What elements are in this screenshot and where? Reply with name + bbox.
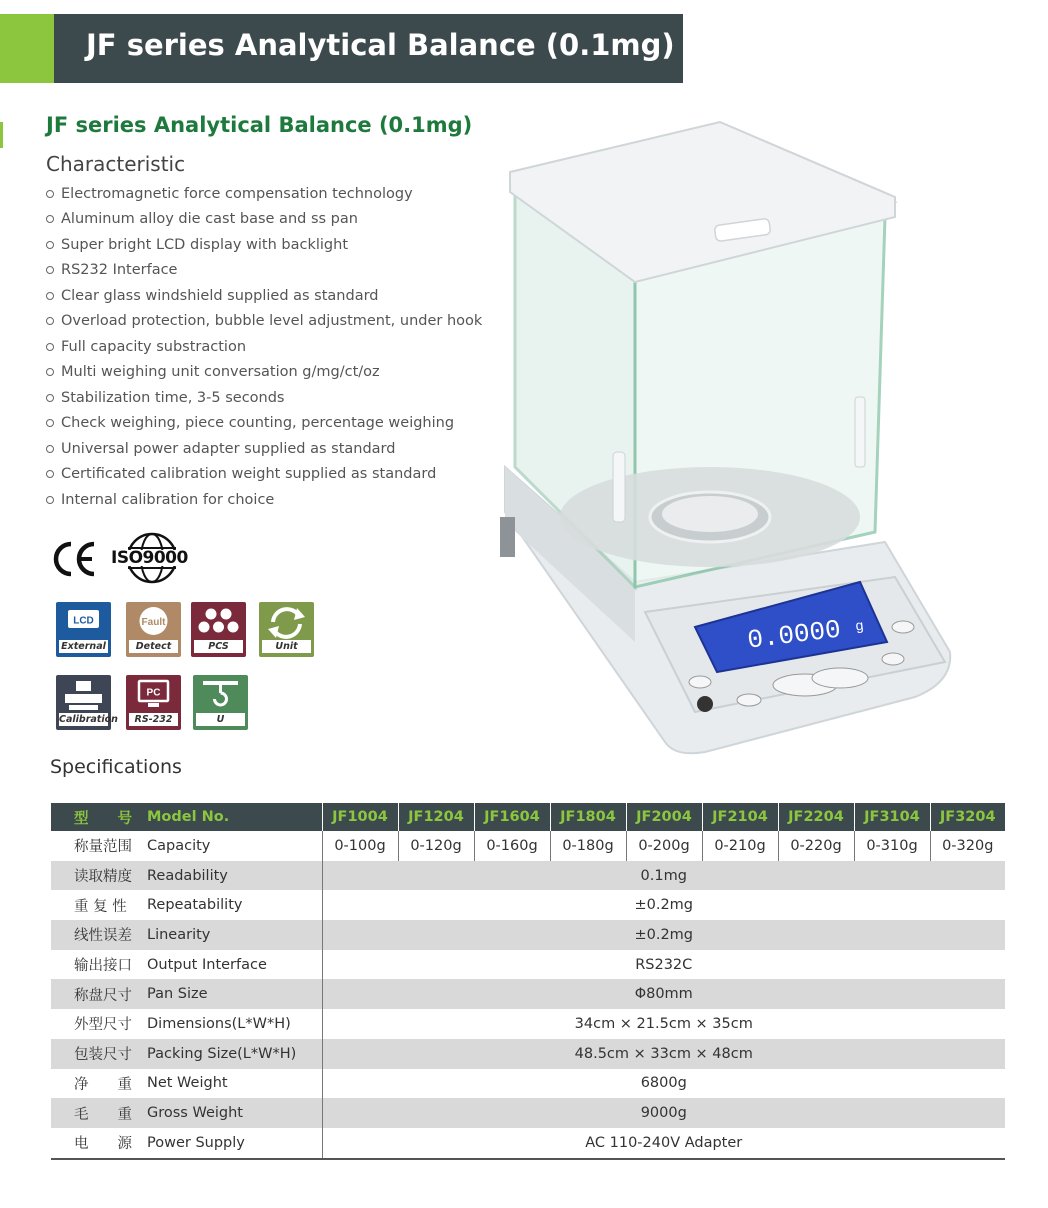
feature-text: Overload protection, bubble level adjustment, under hook: [61, 313, 483, 330]
row-en-label: Net Weight: [147, 1075, 228, 1092]
table-row: [51, 1128, 1005, 1159]
model-header-cell: JF1804: [550, 803, 626, 831]
row-en-label: Capacity: [147, 837, 211, 854]
characteristic-heading: Characteristic: [46, 152, 186, 176]
feature-item: [46, 462, 482, 488]
capacity-cell: 0-310g: [854, 831, 930, 861]
ce-mark-icon: [52, 536, 98, 582]
feature-text: RS232 Interface: [61, 262, 178, 279]
capacity-cell: 0-160g: [474, 831, 550, 861]
calibration-tile: [56, 675, 118, 730]
capacity-cell: 0-320g: [930, 831, 1005, 861]
row-value: 9000g: [322, 1098, 1005, 1128]
feature-text: Check weighing, piece counting, percentage weighing: [61, 415, 455, 432]
feature-text: Internal calibration for choice: [61, 491, 275, 508]
row-en-label: Dimensions(L*W*H): [147, 1015, 291, 1032]
tile-label: U: [196, 713, 245, 726]
table-row: [51, 1039, 1005, 1069]
tile-label: Detect: [129, 640, 178, 653]
circle-bullet-icon: [46, 215, 54, 223]
table-row: [51, 861, 1005, 891]
row-value: ±0.2mg: [322, 920, 1005, 950]
lcd-unit: g: [854, 616, 865, 634]
circle-bullet-icon: [46, 343, 54, 351]
feature-item: [46, 258, 482, 284]
row-en-label: Output Interface: [147, 956, 267, 973]
feature-item: [46, 207, 482, 233]
row-cn-label: 重 复 性: [74, 898, 127, 915]
feature-item: [46, 436, 482, 462]
iso9000-label: ISO9000: [111, 548, 188, 568]
banner-accent: [0, 14, 54, 83]
feature-text: Full capacity substraction: [61, 338, 247, 355]
header-banner: [0, 14, 683, 83]
table-row: [51, 950, 1005, 980]
row-value: Φ80mm: [322, 979, 1005, 1009]
tile-label: RS-232: [129, 713, 178, 726]
feature-item: [46, 181, 482, 207]
specifications-table: [51, 803, 1005, 1160]
table-row: [51, 1009, 1005, 1039]
svg-text:LCD: LCD: [73, 615, 94, 627]
circle-bullet-icon: [46, 190, 54, 198]
svg-text:Fault: Fault: [141, 617, 166, 628]
table-row: [51, 1069, 1005, 1099]
capacity-cell: 0-120g: [398, 831, 474, 861]
row-cn-label: 毛 重: [51, 1098, 141, 1128]
row-value: ±0.2mg: [322, 890, 1005, 920]
circle-bullet-icon: [46, 394, 54, 402]
row-cn-label: 称量范围: [74, 839, 132, 856]
product-title: JF series Analytical Balance (0.1mg): [46, 113, 473, 137]
feature-text: Super bright LCD display with backlight: [61, 236, 349, 253]
feature-text: Stabilization time, 3-5 seconds: [61, 389, 285, 406]
tile-label: External: [59, 640, 108, 653]
feature-item: [46, 385, 482, 411]
feature-text: Universal power adapter supplied as standard: [61, 440, 396, 457]
banner-title: JF series Analytical Balance (0.1mg): [86, 28, 675, 62]
row-cn-label: 读取精度: [51, 861, 141, 891]
table-row: [51, 979, 1005, 1009]
row-cn-label: 净 重: [74, 1076, 132, 1093]
row-value: 6800g: [322, 1069, 1005, 1099]
tile-label: Calibration: [59, 714, 118, 725]
under-hook-tile: [193, 675, 248, 730]
table-row: [51, 890, 1005, 920]
circle-bullet-icon: [46, 445, 54, 453]
feature-text: Electromagnetic force compensation technology: [61, 185, 413, 202]
model-header-cell: JF1204: [398, 803, 474, 831]
fault-detect-tile: [126, 602, 181, 657]
lcd-external-tile: [56, 602, 111, 657]
feature-item: [46, 411, 482, 437]
table-row: [51, 1098, 1005, 1128]
feature-item: [46, 360, 482, 386]
feature-list: [46, 181, 482, 513]
table-row: [51, 920, 1005, 950]
header-en-label: Model No.: [141, 803, 322, 831]
row-en-label: Power Supply: [141, 1128, 322, 1159]
row-value: 34cm × 21.5cm × 35cm: [322, 1009, 1005, 1039]
capacity-cell: 0-100g: [322, 831, 398, 861]
rs232-tile: [126, 675, 181, 730]
feature-item: [46, 334, 482, 360]
feature-item: [46, 283, 482, 309]
feature-text: Multi weighing unit conversation g/mg/ct/oz: [61, 364, 380, 381]
row-cn-label: 线性误差: [51, 920, 141, 950]
pcs-tile: [191, 602, 246, 657]
unit-tile: [259, 602, 314, 657]
tile-label: Unit: [262, 640, 311, 653]
circle-bullet-icon: [46, 241, 54, 249]
feature-item: [46, 487, 482, 513]
capacity-cell: 0-180g: [550, 831, 626, 861]
circle-bullet-icon: [46, 368, 54, 376]
row-value: AC 110-240V Adapter: [322, 1128, 1005, 1159]
row-value: 0.1mg: [322, 861, 1005, 891]
row-cn-label: 称盘尺寸: [51, 979, 141, 1009]
feature-text: Aluminum alloy die cast base and ss pan: [61, 211, 358, 228]
model-header-cell: JF1604: [474, 803, 550, 831]
model-header-cell: JF2104: [702, 803, 778, 831]
side-accent-mark: [0, 122, 3, 148]
model-header-cell: JF3204: [930, 803, 1005, 831]
tile-label: PCS: [194, 640, 243, 653]
feature-text: Clear glass windshield supplied as standard: [61, 287, 379, 304]
capacity-cell: 0-220g: [778, 831, 854, 861]
feature-text: Certificated calibration weight supplied as standard: [61, 466, 437, 483]
specifications-heading: Specifications: [50, 756, 182, 778]
circle-bullet-icon: [46, 470, 54, 478]
model-header-cell: JF2004: [626, 803, 702, 831]
row-cn-label: 包装尺寸: [51, 1039, 141, 1069]
row-en-label: Gross Weight: [141, 1098, 322, 1128]
row-value: 48.5cm × 33cm × 48cm: [322, 1039, 1005, 1069]
circle-bullet-icon: [46, 266, 54, 274]
capacity-cell: 0-200g: [626, 831, 702, 861]
row-en-label: Packing Size(L*W*H): [141, 1039, 322, 1069]
row-cn-label: 输出接口: [74, 958, 132, 975]
row-en-label: Pan Size: [141, 979, 322, 1009]
analytical-balance-image: [495, 122, 955, 757]
row-value: RS232C: [322, 950, 1005, 980]
circle-bullet-icon: [46, 292, 54, 300]
feature-item: [46, 232, 482, 258]
capacity-cell: 0-210g: [702, 831, 778, 861]
feature-item: [46, 309, 482, 335]
circle-bullet-icon: [46, 317, 54, 325]
row-cn-label: 电 源: [51, 1128, 141, 1159]
row-cn-label: 外型尺寸: [74, 1017, 132, 1034]
lcd-reading: 0.0000: [745, 614, 843, 656]
table-row: [51, 831, 1005, 861]
row-en-label: Repeatability: [147, 897, 243, 914]
row-en-label: Linearity: [141, 920, 322, 950]
circle-bullet-icon: [46, 419, 54, 427]
model-header-cell: JF1004: [322, 803, 398, 831]
svg-text:PC: PC: [146, 687, 161, 699]
row-en-label: Readability: [141, 861, 322, 891]
table-header-row: [51, 803, 1005, 831]
circle-bullet-icon: [46, 496, 54, 504]
model-header-cell: JF3104: [854, 803, 930, 831]
model-header-cell: JF2204: [778, 803, 854, 831]
header-cn-label: 型 号: [51, 803, 141, 831]
